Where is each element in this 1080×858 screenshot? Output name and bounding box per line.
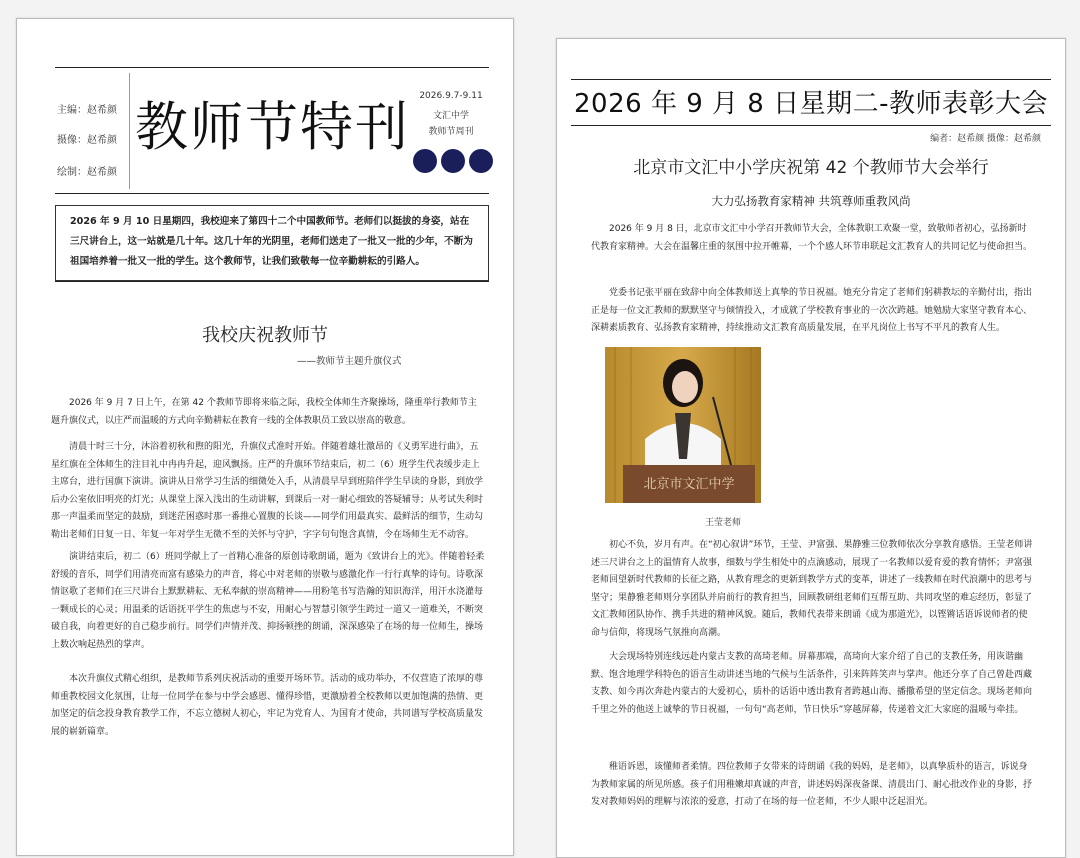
article-paragraph: 党委书记张平丽在致辞中向全体教师送上真挚的节日祝福。她充分肯定了老师们躬耕教坛的辛勤付出，指出正是每一位文汇教师的默默坚守与倾情投入，才成就了学校教育事业的一次次跨越。她勉励大家坚守教育本心、深耕素质教育、弘扬教育家精神，持续推动文汇教育高质量发展，在平凡岗位上书写不平凡的教育人生。	[591, 288, 1033, 333]
top-rule	[55, 67, 489, 68]
article-paragraph: 演讲结束后，初二（6）班同学献上了一首精心准备的原创诗歌朗诵，题为《致讲台上的光》。伴随着轻柔舒缓的音乐，同学们用清亮而富有感染力的声音，将心中对老师的崇敬与感激化作一行行真挚的诗句。诗歌深情讴歌了老师们在三尺讲台上默默耕耘、无私奉献的崇高精神——用粉笔书写浩瀚的知识海洋，用汗水浇灌每一颗成长的心灵；用温柔的话语抚平学生的焦虑与不安，用耐心与智慧引领学生跨过一道又一道难关，不断突破自我，向着更好的自己稳步前行。同学们声情并茂、抑扬顿挫的朗诵，深深感染了在场的每一位师生，操场上数次响起热烈的掌声。	[51, 552, 485, 650]
art-credit: 绘制：赵希颜	[57, 167, 117, 178]
photo-caption: 王莹老师	[704, 518, 741, 528]
editor-credit: 主编：赵希颜	[57, 105, 117, 116]
issue-school: 文汇中学	[432, 111, 469, 121]
decorative-dot	[413, 149, 437, 173]
article-paragraph: 大会现场特别连线远赴内蒙古支教的高琦老师。屏幕那端，高琦向大家介绍了自己的支教任务，用诙谐幽默、饱含地理学科特色的语言生动讲述当地的气候与生活条件，引来阵阵笑声与掌声。他还分享了自己曾赴西藏支教、如今再次奔赴内蒙古的大爱初心，质朴的话语中透出教育者跨越山海、播撒希望的坚定信念。现场老师向千里之外的他送上诚挚的节日祝福，一句句“高老师，节日快乐”穿越屏幕，传递着文汇大家庭的温暖与牵挂。	[591, 652, 1033, 715]
article-paragraph: 稚语诉恩，该懂师者柔情。四位教师子女带来的诗朗诵《我的妈妈，是老师》，以真挚质朴的语言，诉说身为教师家属的所见所感。孩子们用稚嫩却真诚的声音，讲述妈妈深夜备课、清晨出门、耐心批改作业的身影，抒发对教师妈妈的理解与浓浓的爱意，打动了在场的每一位老师，不少人眼中泛起泪光。	[591, 762, 1033, 807]
decorative-dot	[469, 149, 493, 173]
article-subtitle: ——教师节主题升旗仪式	[297, 356, 402, 367]
decorative-dot	[441, 149, 465, 173]
article-paragraph: 初心不负，岁月有声。在“初心叙讲”环节，王莹、尹富强、果静雅三位教师依次分享教育感悟。王莹老师讲述三尺讲台之上的温情育人故事，细数与学生相处中的点滴感动，展现了一名教师以爱育爱的教育情怀；尹富强老师回望新时代教师的长征之路，从教育理念的更新到教学方式的变革，讲述了一线教师在时代浪潮中的思考与坚守；果静雅老师则分享团队并肩前行的教育担当，回顾教研组老师们互帮互助、共同攻坚的难忘经历，彰显了文汇教师团队协作、携手共进的精神风貌。随后，教师代表带来朗诵《成为那道光》，以铿锵话语诉说师者的使命与信仰，将现场气氛推向高潮。	[591, 540, 1033, 638]
intro-rule	[55, 281, 489, 282]
masthead-rule	[55, 193, 489, 194]
headline-bottom-rule	[571, 125, 1051, 126]
article-paragraph: 本次升旗仪式精心组织，是教师节系列庆祝活动的重要开场环节。活动的成功举办，不仅营造了浓厚的尊师重教校园文化氛围，让每一位同学在参与中学会感恩、懂得珍惜，更激励着全校教师以更加饱满的热情、更加坚定的信念投身教育教学工作，不忘立德树人初心，牢记为党育人、为国育才使命，共同谱写学校高质量发展的崭新篇章。	[51, 674, 484, 737]
issue-name: 教师节周刊	[428, 127, 474, 137]
masthead-title: 教师节特刊	[135, 97, 410, 158]
photo-credit: 摄像：赵希颜	[57, 135, 117, 146]
teacher-photo	[605, 347, 761, 503]
main-title: 北京市文汇中小学庆祝第 42 个教师节大会举行	[633, 158, 989, 178]
article-paragraph: 2026 年 9 月 8 日，北京市文汇中小学召开教师节大会，全体教职工欢聚一堂，致敬师者初心，弘扬新时代教育家精神。大会在温馨庄重的氛围中拉开帷幕，一个个感人环节串联起文汇教育人的共同记忆与使命担当。	[591, 224, 1033, 252]
masthead-divider	[129, 73, 130, 189]
page-credit: 编者：赵希颜 摄像：赵希颜	[930, 134, 1041, 144]
left-newspaper-page	[16, 18, 514, 856]
article-title: 我校庆祝教师节	[202, 325, 328, 346]
headline-top-rule	[571, 79, 1051, 80]
sub-title: 大力弘扬教育家精神 共筑尊师重教风尚	[711, 194, 911, 208]
article-paragraph: 清晨十时三十分，沐浴着初秋和煦的阳光，升旗仪式准时开始。伴随着雄壮激昂的《义勇军进行曲》，五星红旗在全体师生的注目礼中冉冉升起，迎风飘扬。庄严的升旗环节结束后，初二（6）班学生代表缓步走上主席台，进行国旗下演讲。演讲从日常学习生活的细微处入手，从清晨早早到班陪伴学生早读的身影，到放学后办公室依旧明亮的灯光；从课堂上深入浅出的生动讲解，到课后一对一耐心细致的答疑辅导；从考试失利时那一声温柔而坚定的鼓励，到迷茫困惑时那一番推心置腹的长谈——同学们用最真实、最鲜活的细节，生动勾勒出老师们日复一日、年复一年对学生无微不至的关怀与守护，字字句句饱含真情，令在场师生无不动容。	[51, 442, 484, 540]
issue-dates: 2026.9.7-9.11	[419, 91, 483, 101]
page-headline: 2026 年 9 月 8 日星期二-教师表彰大会	[574, 89, 1048, 119]
podium-banner: 北京市文汇中学	[643, 477, 735, 492]
intro-box: 2026 年 9 月 10 日星期四，我校迎来了第四十二个中国教师节。老师们以挺拔的身姿，站在三尺讲台上，这一站就是几十年。这几十年的光阴里，老师们送走了一批又一批的少年，不断为祖国培养着一批又一批的学生。这个教师节，让我们致敬每一位辛勤耕耘的引路人。	[55, 205, 489, 281]
right-newspaper-page	[556, 38, 1066, 858]
article-paragraph: 2026 年 9 月 7 日上午，在第 42 个教师节即将来临之际，我校全体师生齐聚操场，隆重举行教师节主题升旗仪式，以庄严而温暖的方式向辛勤耕耘在教育一线的全体教职员工致以崇高的敬意。	[51, 398, 477, 426]
